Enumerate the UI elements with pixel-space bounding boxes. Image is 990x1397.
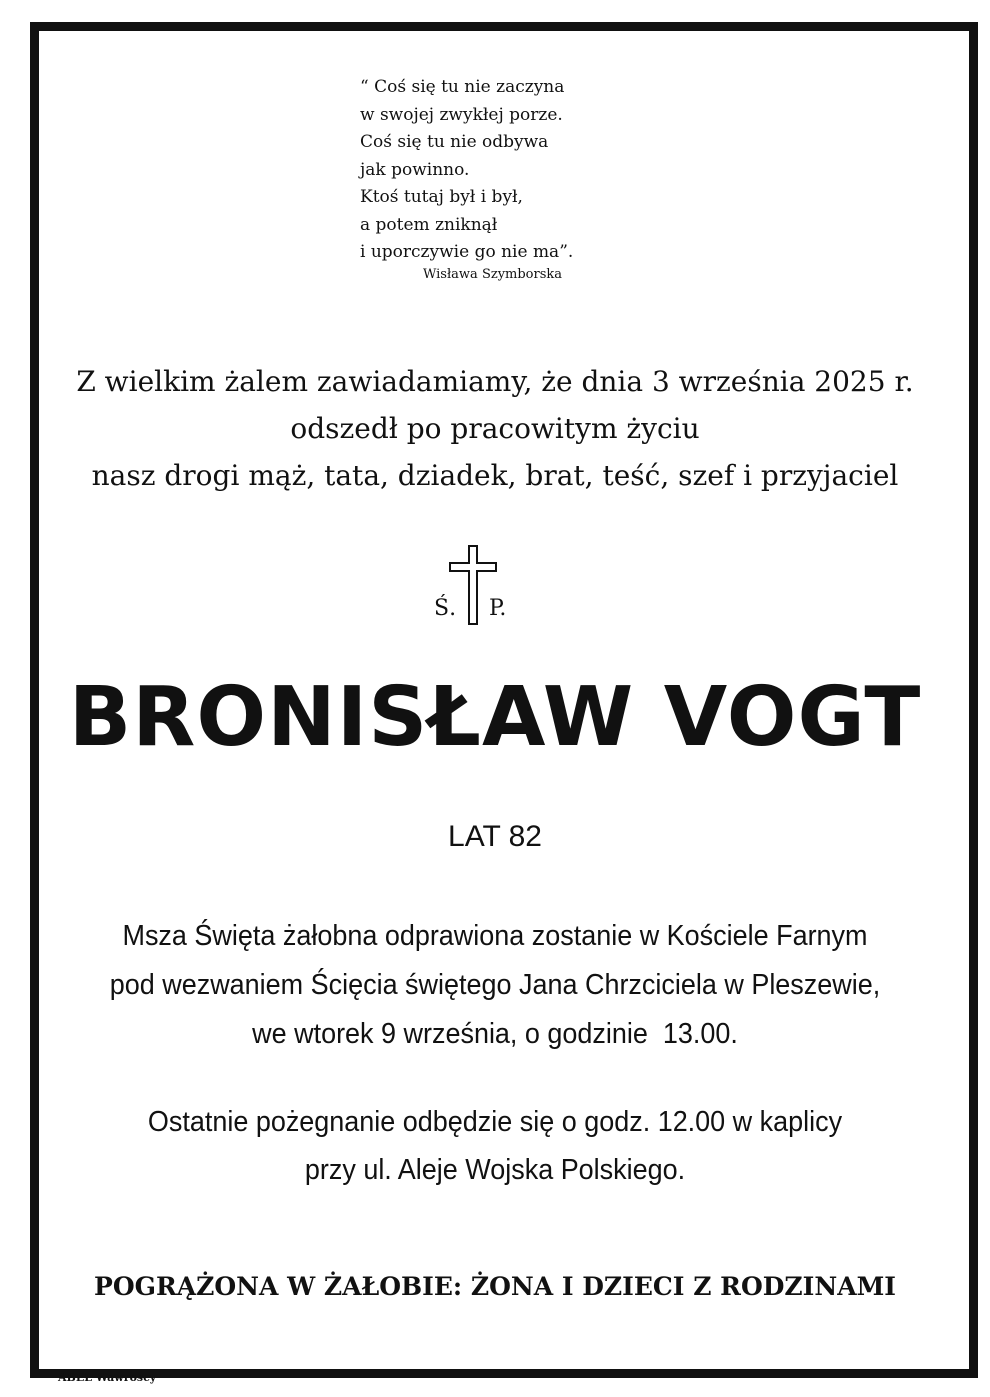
farewell-line: przy ul. Aleje Wojska Polskiego. <box>304 1154 686 1186</box>
sp-right-abbrev: P. <box>489 596 507 621</box>
mourners-line: POGRĄŻONA W ŻAŁOBIE: ŻONA I DZIECI Z RODZINAMI <box>94 1272 896 1301</box>
announcement-line: nasz drogi mąż, tata, dziadek, brat, teść, szef i przyjaciel <box>91 459 899 492</box>
quote-author: Wisława Szymborska <box>423 267 563 282</box>
mass-line: pod wezwaniem Ścięcia świętego Jana Chrzciciela w Pleszewie, <box>109 969 881 1001</box>
quote-line: Coś się tu nie odbywa <box>360 132 549 152</box>
funeral-mass-info <box>72 912 918 1059</box>
farewell-line: Ostatnie pożegnanie odbędzie się o godz. 12.00 w kaplicy <box>147 1106 843 1138</box>
quote-line: i uporczywie go nie ma”. <box>360 242 574 262</box>
deceased-name: BRONISŁAW VOGT <box>68 670 922 765</box>
poem-quote <box>360 74 573 267</box>
mass-line: Msza Święta żałobna odprawiona zostanie w Kościele Farnym <box>122 920 868 952</box>
quote-line: “ Coś się tu nie zaczyna <box>360 77 565 97</box>
announcement-line: Z wielkim żalem zawiadamiamy, że dnia 3 września 2025 r. <box>76 365 914 398</box>
deceased-age: LAT 82 <box>448 820 542 853</box>
mass-line: we wtorek 9 września, o godzinie 13.00. <box>252 1018 738 1050</box>
quote-line: w swojej zwykłej porze. <box>360 104 563 125</box>
sp-left-abbrev: Ś. <box>434 596 457 621</box>
announcement-text <box>40 358 950 499</box>
quote-line: Ktoś tutaj był i był, <box>360 187 523 207</box>
announcement-line: odszedł po pracowitym życiu <box>290 412 700 445</box>
quote-line: a potem zniknął <box>360 214 498 235</box>
funeral-home-credit: ABEL Wawroscy <box>58 1371 157 1384</box>
quote-line: jak powinno. <box>360 159 470 180</box>
farewell-info <box>72 1098 918 1194</box>
